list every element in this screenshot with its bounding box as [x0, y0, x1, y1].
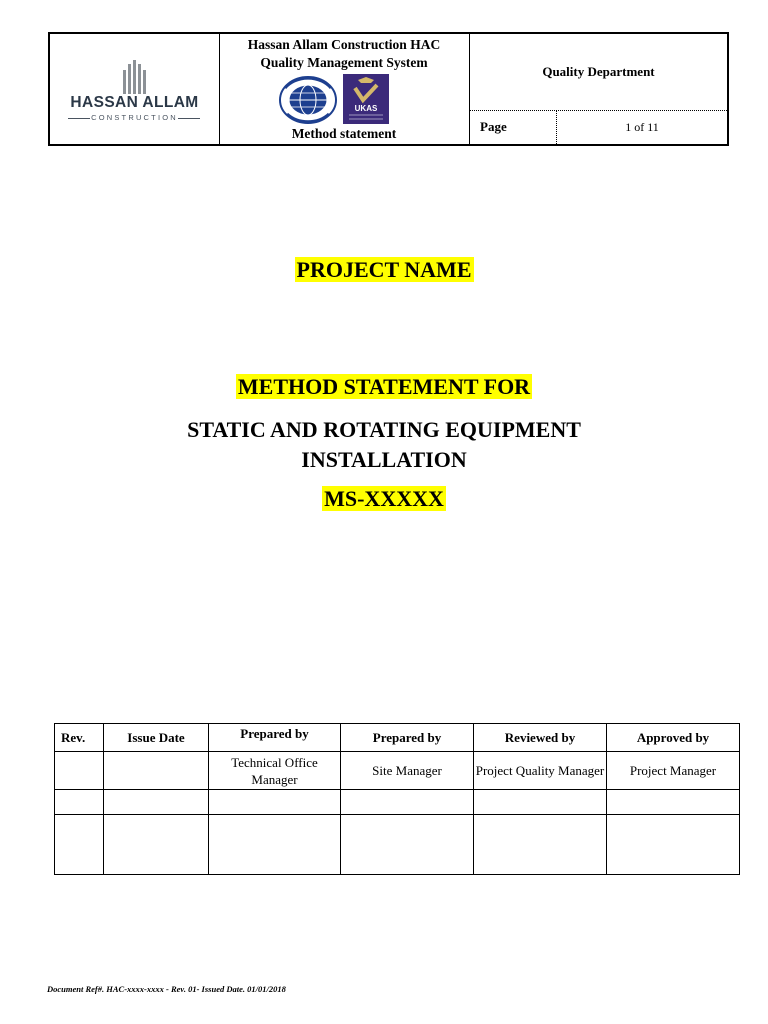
table-cell: [607, 815, 740, 875]
table-cell: [55, 815, 104, 875]
col-header-rev: Rev.: [55, 724, 104, 752]
system-name: Quality Management System: [260, 55, 428, 70]
table-cell: [607, 790, 740, 815]
table-cell: [104, 815, 209, 875]
subject-line-2: INSTALLATION: [301, 447, 467, 472]
iso-certification-badge-icon: [279, 76, 337, 124]
table-cell: [341, 790, 474, 815]
table-cell: [55, 752, 104, 790]
company-logo-icon: [120, 60, 148, 94]
table-cell: [474, 815, 607, 875]
col-header-prepared-by-2: Prepared by: [341, 724, 474, 752]
subject-line-1: STATIC AND ROTATING EQUIPMENT: [187, 417, 581, 442]
page-label: Page: [480, 119, 507, 134]
table-cell: [55, 790, 104, 815]
table-cell: [209, 790, 341, 815]
logo-subtitle: CONSTRUCTION: [91, 113, 178, 122]
col-header-approved-by: Approved by: [607, 724, 740, 752]
table-cell: Site Manager: [341, 752, 474, 790]
table-row: [55, 752, 740, 790]
table-cell: [341, 815, 474, 875]
col-header-issue-date: Issue Date: [104, 724, 209, 752]
method-statement-heading: [0, 374, 768, 400]
project-name-heading: [0, 257, 768, 283]
project-name-text: PROJECT NAME: [296, 257, 472, 282]
logo-divider: [178, 118, 200, 119]
table-cell: Technical Office Manager: [209, 752, 341, 790]
company-cell: [219, 34, 470, 144]
table-cell: [474, 790, 607, 815]
table-row: [55, 790, 740, 815]
method-statement-text: METHOD STATEMENT FOR: [237, 374, 531, 399]
col-header-reviewed-by: Reviewed by: [474, 724, 607, 752]
page-label-cell: [470, 110, 557, 144]
page-number: 1 of 11: [625, 120, 659, 134]
revision-table: [54, 723, 740, 875]
logo-name: HASSAN ALLAM: [70, 94, 199, 111]
department-cell: [470, 34, 727, 111]
document-code-heading: [0, 486, 768, 512]
svg-text:UKAS: UKAS: [354, 104, 378, 113]
company-name: Hassan Allam Construction HAC: [247, 37, 441, 52]
table-cell: Project Quality Manager: [474, 752, 607, 790]
table-cell: [104, 752, 209, 790]
document-code: MS-XXXXX: [324, 486, 444, 511]
table-cell: [104, 790, 209, 815]
document-type: Method statement: [291, 126, 397, 141]
logo-cell: [50, 34, 220, 144]
document-reference-footer: Document Ref#. HAC-xxxx-xxxx - Rev. 01- Issued Date. 01/01/2018: [47, 984, 286, 994]
page-value-cell: [557, 110, 727, 144]
table-cell: [209, 815, 341, 875]
table-row: [55, 815, 740, 875]
department-name: Quality Department: [542, 64, 655, 79]
document-header: [48, 32, 729, 146]
col-header-prepared-by-1: Prepared by: [209, 724, 341, 752]
table-cell: Project Manager: [607, 752, 740, 790]
table-header-row: [55, 724, 740, 752]
ukas-badge-icon: [343, 74, 389, 124]
